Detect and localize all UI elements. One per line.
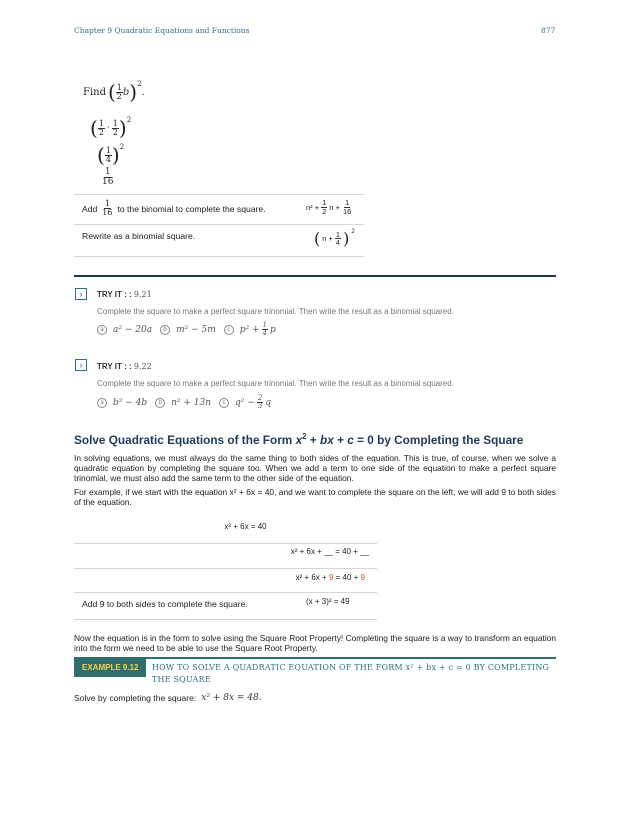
paragraph-3: Now the equation is in the form to solve using the Square Root Property! Completing the square is a way to transform an equation into the form we need to be able to use the Square Root Property.	[74, 633, 556, 654]
table2-row3-label: Add 9 to both sides to complete the square.	[82, 599, 248, 609]
table2-row2: x² + 6x + 9 = 40 + 9	[295, 573, 365, 582]
table2-divider	[74, 543, 377, 544]
example-title-line1: HOW TO SOLVE A QUADRATIC EQUATION OF THE FORM x² + bx + c = 0 BY COMPLETING	[152, 663, 550, 672]
step1-dot: ·	[106, 123, 110, 133]
example-equation: x² + 8x = 48.	[201, 693, 262, 703]
table1-divider-mid	[74, 224, 364, 225]
page-number: 877	[541, 26, 556, 35]
part-c-marker: c	[224, 325, 234, 335]
paragraph-2: For example, if we start with the equation x² + 6x = 40, and we want to complete the square on the left, we will add 9 to both sides of the equation.	[74, 487, 556, 508]
part-b-expr: n² + 13n	[171, 397, 212, 408]
row1-prefix: Add	[82, 203, 98, 214]
step-three	[101, 168, 114, 187]
table1-row2-label: Rewrite as a binomial square.	[82, 231, 196, 241]
find-exponent: 2	[137, 80, 142, 88]
part-c-marker: c	[219, 398, 229, 408]
step1-frac-b: $\frac{1}{2}$	[112, 118, 118, 137]
added-nine-left: 9	[328, 573, 334, 582]
try-it-parts: a a² − 20a b m² − 5m c p² + $\frac{1}{4}$ p	[97, 322, 276, 337]
half-den: 2	[116, 91, 122, 101]
part-a-marker: a	[97, 325, 107, 335]
try-it-chevron-icon: ›	[75, 359, 87, 371]
half-fraction	[116, 84, 123, 101]
part-c-expr: p² +	[239, 324, 260, 335]
table1-divider-bottom	[74, 256, 364, 257]
part-a-marker: a	[97, 398, 107, 408]
table2-divider-bottom	[74, 619, 377, 620]
find-label: Find	[83, 86, 106, 98]
added-nine-right: 9	[360, 573, 365, 582]
row1-suffix: to the binomial to complete the square.	[117, 203, 266, 214]
step3-frac: $\frac{1}{16}$	[102, 167, 114, 187]
step1-frac-a: $\frac{1}{2}$	[98, 118, 104, 137]
step1-exp: 2	[126, 116, 132, 124]
table2-divider	[74, 568, 377, 569]
find-period: .	[141, 86, 145, 98]
half-num: 1	[116, 82, 122, 92]
part-c-expr: q² −	[235, 397, 255, 408]
running-header-chapter: Chapter 9 Quadratic Equations and Functions	[74, 26, 250, 35]
table1-row1-expression: n² + $\frac{1}{2}$ n + $\frac{1}{16}$	[306, 198, 352, 216]
part-b-marker: b	[160, 325, 170, 335]
example-title	[152, 662, 556, 686]
part-a-expr: a² − 20a	[113, 324, 153, 335]
try-it-parts: a b² − 4b b n² + 13n c q² − $\frac{2}{3}$ q	[97, 395, 271, 410]
example-prompt: Solve by completing the square: x² + 8x = 48.	[74, 693, 262, 703]
row1-fraction: $\frac{1}{16}$	[102, 199, 113, 217]
try-it-prompt: Complete the square to make a perfect square trinomial. Then write the result as a binomial squared.	[97, 379, 454, 388]
part-a-expr: b² − 4b	[113, 397, 148, 408]
try-it-chevron-icon: ›	[75, 288, 87, 300]
try-it-title: TRY IT : : 9.21	[97, 290, 152, 299]
table2-row0: x² + 6x = 40	[224, 522, 267, 531]
step2-frac: $\frac{1}{4}$	[105, 145, 111, 164]
part-b-expr: m² − 5m	[176, 324, 216, 335]
step-two: ( $\frac{1}{4}$ ) 2	[97, 143, 125, 167]
table2-divider	[74, 592, 377, 593]
example-title-line2: THE SQUARE	[152, 675, 211, 684]
try-it-title: TRY IT : : 9.22	[97, 362, 152, 371]
section-title: Solve Quadratic Equations of the Form $x^2$ + bx + c = 0 by Completing the Square	[74, 432, 524, 447]
table2-row1: x² + 6x + __ = 40 + __	[290, 547, 369, 556]
step2-exp: 2	[119, 143, 125, 151]
b-variable: b	[122, 86, 130, 98]
find-expression: Find ( $\frac{1}{2}$ b ) 2 .	[83, 80, 145, 104]
table1-divider-top	[74, 194, 364, 195]
paragraph-1: In solving equations, we must always do the same thing to both sides of the equation. This is true, of course, when we solve a quadratic equation by completing the square too. When we add a term to one side of the equation to make a perfect square trinomial, we must also add the same term to the other side of the equation.	[74, 453, 556, 484]
step-one: ( $\frac{1}{2}$ · $\frac{1}{2}$ ) 2	[90, 116, 132, 140]
part-b-marker: b	[155, 398, 165, 408]
table1-row1-label	[82, 200, 266, 217]
example-tag: EXAMPLE 9.12	[74, 659, 146, 677]
section-separator	[74, 275, 556, 277]
table2-row3-expression: (x + 3)² = 49	[306, 597, 350, 606]
table1-row2-expression: ( n + $\frac{1}{4}$ ) 2	[314, 229, 355, 248]
try-it-prompt: Complete the square to make a perfect square trinomial. Then write the result as a binomial squared.	[97, 307, 454, 316]
